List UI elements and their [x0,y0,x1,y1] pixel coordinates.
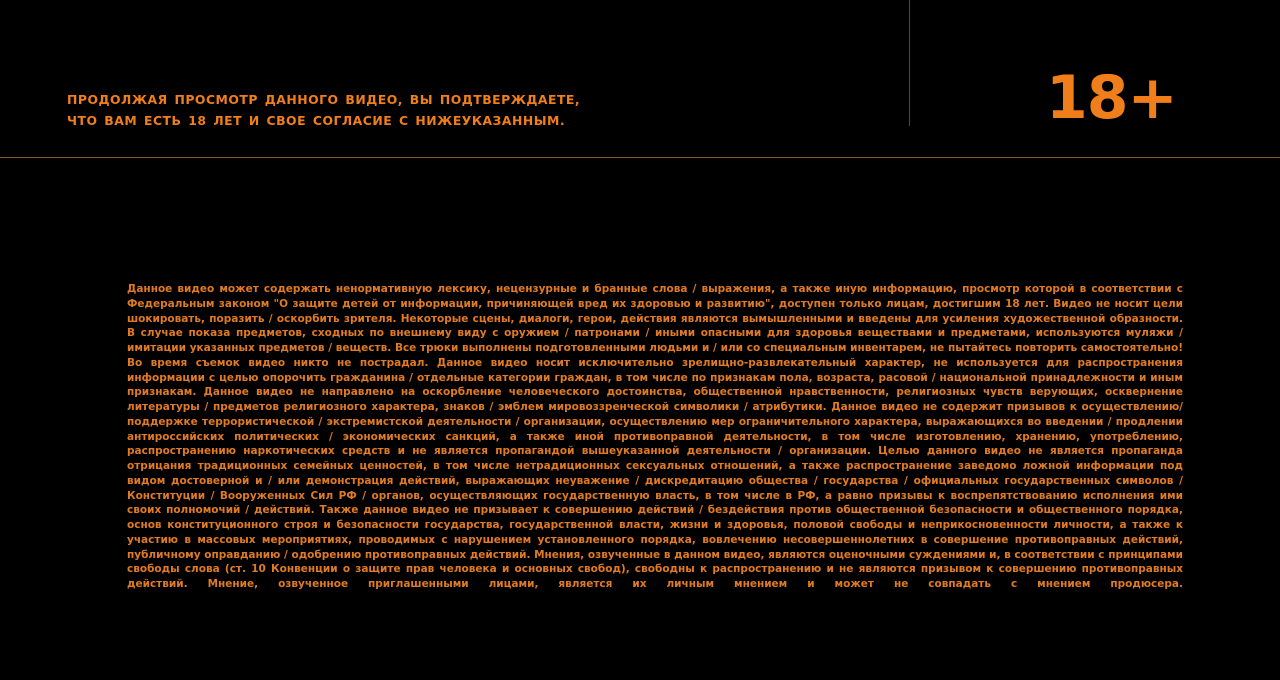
age-rating-badge: 18+ [1046,63,1177,133]
notice-line-2: ЧТО ВАМ ЕСТЬ 18 ЛЕТ И СВОЕ СОГЛАСИЕ С НИЖЕУКАЗАННЫМ. [67,113,566,128]
legal-disclaimer-text: Данное видео может содержать ненормативную лексику, нецензурные и бранные слова / выражения, а также иную информацию, просмотр которой в соответствии с Федеральным законом "О защите детей от информации, причиняющей вред их здоровью и развитию", доступен только лицам, достигшим 18 лет. Видео не носит цели шокировать, поразить / оскорбить зрителя. Некоторые сцены, диалоги, герои, действия являются вымышленными и введены для усиления художественной образности. В случае показа предметов, сходных по внешнему виду с оружием / патронами / иными опасными для здоровья веществами и предметами, используются муляжи / имитации указанных предметов / веществ. Все трюки выполнены подготовленными людьми и / или со специальным инвентарем, не пытайтесь повторить самостоятельно! Во время съемок видео никто не пострадал. Данное видео носит исключительно зрелищно-развлекательный характер, не используется для распространения информации с целью опорочить гражданина / отдельные категории граждан, в том числе по признакам пола, возраста, расовой / национальной принадлежности и иным признакам. Данное видео не направлено на оскорбление человеческого достоинства, общественной нравственности, религиозных чувств верующих, осквернение литературы / предметов религиозного характера, знаков / эмблем мировоззренческой символики / атрибутики. Данное видео не содержит призывов к осуществлению/ поддержке террористической / экстремистской деятельности / организации, осуществлению мер ограничительного характера, выражающихся во введении / продлении антироссийских политических / экономических санкций, а также иной противоправной деятельности, в том числе изготовлению, хранению, употреблению, распространению наркотических средств и не является пропагандой вышеуказанной деятельности / организации. Целью данного видео не является пропаганда отрицания традиционных семейных ценностей, в том числе нетрадиционных сексуальных отношений, а также распространение заведомо ложной информации под видом достоверной и / или демонстрация действий, выражающих неуважение / дискредитацию общества / государства / официальных государственных символов / Конституции / Вооруженных Сил РФ / органов, осуществляющих государственную власть, в том числе в РФ, а равно призывы к воспрепятствованию исполнения ими своих полномочий / действий. Также данное видео не призывает к совершению действий / бездействия против общественной безопасности и общественного порядка, основ конституционного строя и безопасности государства, государственной власти, жизни и здоровья, половой свободы и неприкосновенности личности, а также к участию в массовых мероприятиях, проводимых с нарушением установленного порядка, вовлечению несовершеннолетних в совершение противоправных действий, публичному оправданию / одобрению противоправных действий. Мнения, озвученные в данном видео, являются оценочными суждениями и, в соответствии с принципами свободы слова (ст. 10 Конвенции о защите прав человека и основных свобод), свободны к распространению и не являются призывом к совершению противоправных действий. Мнение, озвученное приглашенными лицами, является их личным мнением и может не совпадать с мнением продюсера. [127,283,1183,590]
notice-line-1: ПРОДОЛЖАЯ ПРОСМОТР ДАННОГО ВИДЕО, ВЫ ПОДТВЕРЖДАЕТЕ, [67,92,581,107]
age-consent-notice [67,89,607,131]
header-horizontal-divider [0,157,1280,158]
header-vertical-divider [909,0,910,126]
